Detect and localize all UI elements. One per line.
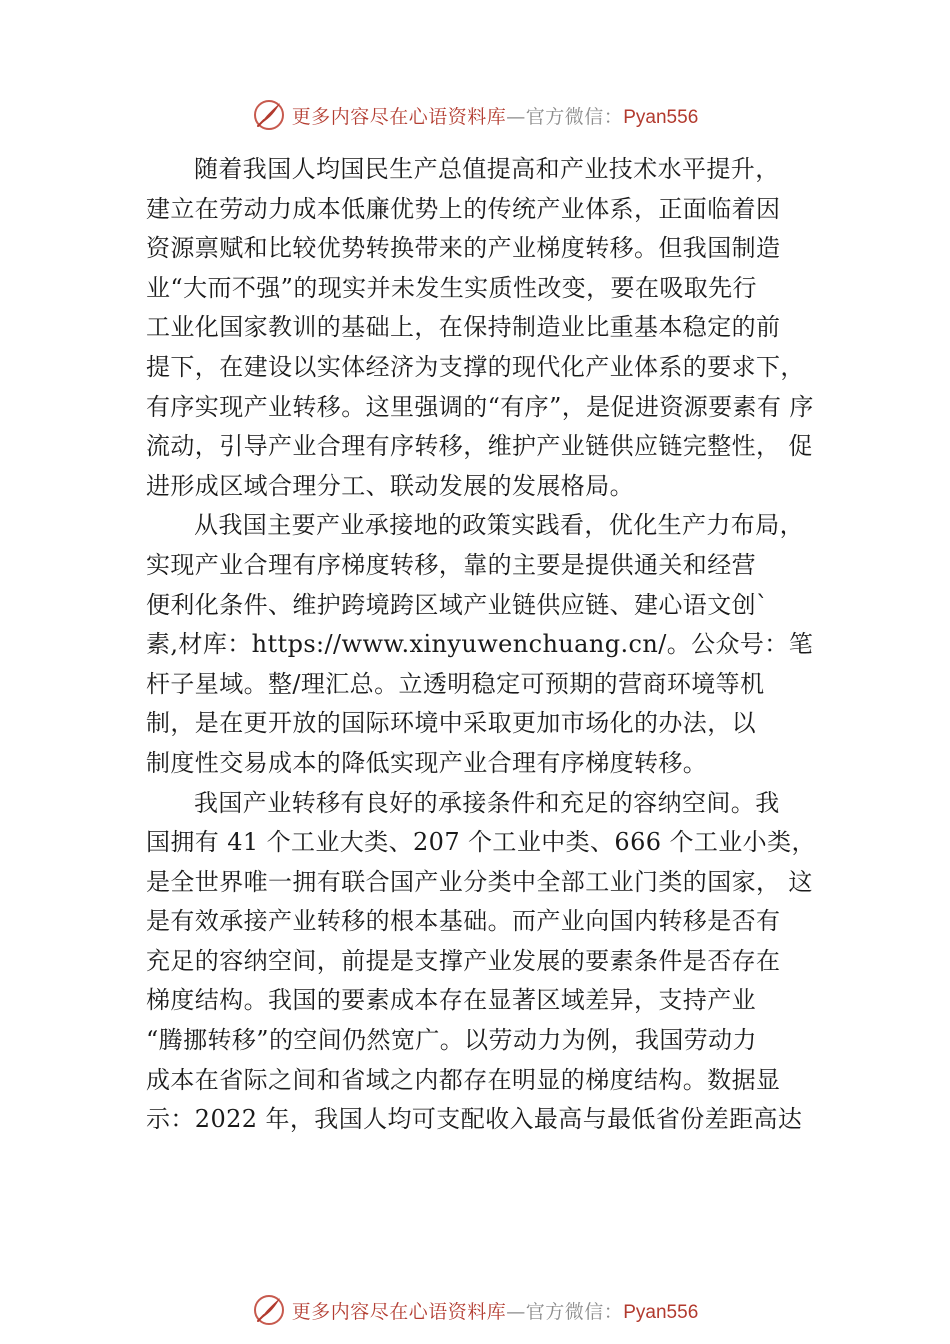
header-banner-wechat: 官方微信： [525,105,624,128]
header-banner-dash: — [506,105,526,128]
footer-banner-id: Pyan556 [623,1301,699,1323]
text-line: 杆子星域。整/理汇总。立透明稳定可预期的营商环境等机 [146,669,765,698]
text-line: 示：2022 年，我国人均可支配收入最高与最低省份差距高达 [146,1105,803,1134]
header-banner-text [292,102,699,129]
text-line: 提下，在建设以实体经济为支撑的现代化产业体系的要求下， [146,352,805,381]
text-line: 实现产业合理有序梯度转移，靠的主要是提供通关和经营 [146,550,756,579]
text-line: 素,材库：https://www.xinyuwenchuang.cn/。公众号：笔 [146,630,814,659]
header-banner-main: 更多内容尽在心语资料库 [291,105,507,128]
text-line: 建立在劳动力成本低廉优势上的传统产业体系，正面临着因 [146,194,781,223]
text-line: 从我国主要产业承接地的政策实践看，优化生产力布局， [194,511,804,540]
text-line: 国拥有 41 个工业大类、207 个工业中类、666 个工业小类， [146,828,816,857]
footer-banner-main: 更多内容尽在心语资料库 [291,1300,507,1323]
text-line: 充足的容纳空间，前提是支撑产业发展的要素条件是否存在 [146,946,781,975]
paragraph-2 [146,506,836,783]
paragraph-3 [146,784,836,1140]
text-line: 业“大而不强”的现实并未发生实质性改变，要在吸取先行 [146,273,757,302]
text-line: 便利化条件、维护跨境跨区域产业链供应链、建心语文创` [146,590,769,619]
text-line: 成本在省际之间和省域之内都存在明显的梯度结构。数据显 [146,1065,781,1094]
footer-banner-wechat: 官方微信： [525,1300,624,1323]
footer-banner-text [292,1297,699,1324]
text-line: 工业化国家教训的基础上，在保持制造业比重基本稳定的前 [146,313,781,342]
quill-pen-logo-icon [252,98,286,132]
text-line: 流动，引导产业合理有序转移，维护产业链供应链完整性， 促 [146,432,813,461]
text-line: 资源禀赋和比较优势转换带来的产业梯度转移。但我国制造 [146,234,781,263]
paragraph-1 [146,150,836,506]
document-body [146,150,836,1140]
text-line: “腾挪转移”的空间仍然宽广。以劳动力为例，我国劳动力 [146,1026,757,1055]
footer-banner [0,1290,950,1330]
header-banner-id: Pyan556 [623,106,699,128]
text-line: 是有效承接产业转移的根本基础。而产业向国内转移是否有 [146,907,781,936]
text-line: 进形成区域合理分工、联动发展的发展格局。 [146,471,634,500]
text-line: 制度性交易成本的降低实现产业合理有序梯度转移。 [146,748,708,777]
header-banner [0,95,950,135]
text-line: 是全世界唯一拥有联合国产业分类中全部工业门类的国家， 这 [146,867,813,896]
quill-pen-logo-icon [252,1293,286,1327]
text-line: 梯度结构。我国的要素成本存在显著区域差异，支持产业 [146,986,756,1015]
text-line: 制，是在更开放的国际环境中采取更加市场化的办法，以 [146,709,756,738]
text-line: 随着我国人均国民生产总值提高和产业技术水平提升， [194,155,780,183]
footer-banner-dash: — [506,1300,526,1323]
text-line: 我国产业转移有良好的承接条件和充足的容纳空间。我 [194,788,780,817]
text-line: 有序实现产业转移。这里强调的“有序”，是促进资源要素有 序 [146,392,814,421]
